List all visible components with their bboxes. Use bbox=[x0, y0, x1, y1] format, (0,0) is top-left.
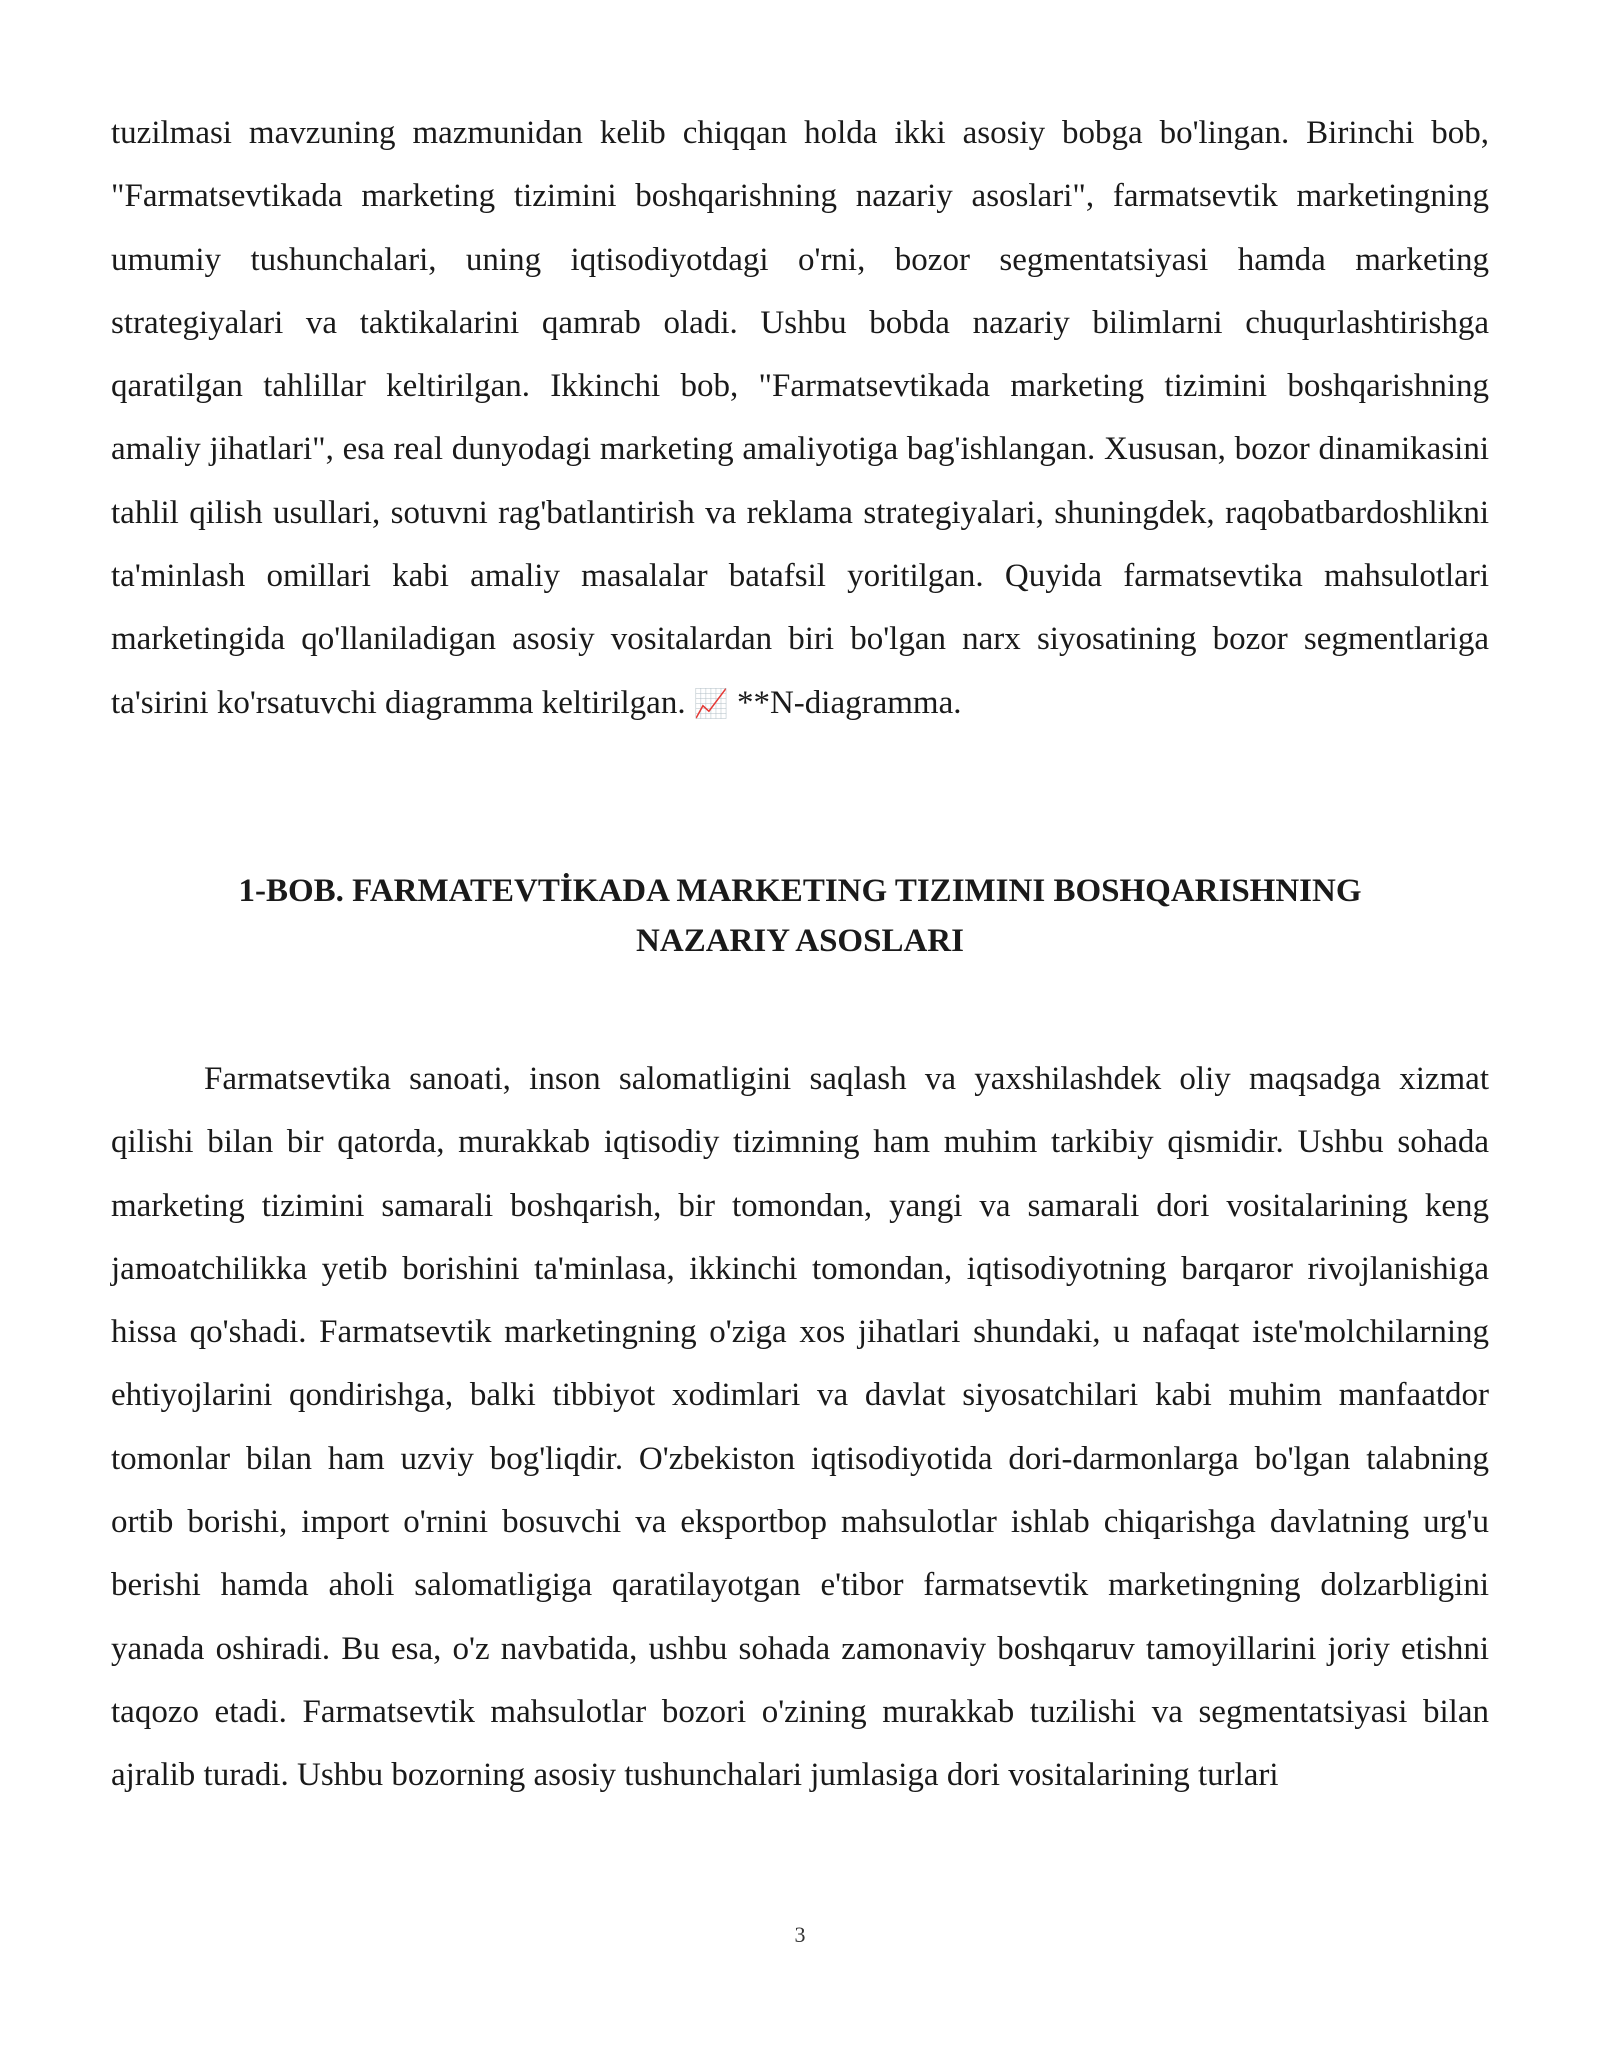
intro-paragraph bbox=[111, 102, 1489, 735]
intro-paragraph-text: tuzilmasi mavzuning mazmunidan kelib chiqqan holda ikki asosiy bobga bo'lingan. Birinchi bob, "Farmatsevtikada marketing tizimini boshqarishning nazariy asoslari", farmatsevtik marketingning umumiy tushunchalari, uning iqtisodiyotdagi o'rni, bozor segmentatsiyasi hamda marketing strategiyalari va taktikalarini qamrab oladi. Ushbu bobda nazariy bilimlarni chuqurlashtirishga qaratilgan tahlillar keltirilgan. Ikkinchi bob, "Farmatsevtikada marketing tizimini boshqarishning amaliy jihatlari", esa real dunyodagi marketing amaliyotiga bag'ishlangan. Xususan, bozor dinamikasini tahlil qilish usullari, sotuvni rag'batlantirish va reklama strategiyalari, shuningdek, raqobatbardoshlikni ta'minlash omillari kabi amaliy masalalar batafsil yoritilgan. Quyida farmatsevtika mahsulotlari marketingida qo'llaniladigan asosiy vositalardan biri bo'lgan narx siyosatining bozor segmentlariga ta'sirini ko'rsatuvchi diagramma keltirilgan. bbox=[111, 115, 1489, 721]
page-number: 3 bbox=[794, 1922, 806, 1947]
chapter-heading bbox=[111, 866, 1489, 966]
chapter-heading-line-1: 1-BOB. FARMATEVTİKADA MARKETING TIZIMINI BOSHQARISHNING bbox=[238, 873, 1362, 909]
chart-increasing-icon: 📈 bbox=[693, 686, 729, 720]
body-paragraph: Farmatsevtika sanoati, inson salomatligini saqlash va yaxshilashdek oliy maqsadga xizmat qilishi bilan bir qatorda, murakkab iqtisodiy tizimning ham muhim tarkibiy qismidir. Ushbu sohada marketing tizimini samarali boshqarish, bir tomondan, yangi va samarali dori vositalarining keng jamoatchilikka yetib borishini ta'minlasa, ikkinchi tomondan, iqtisodiyotning barqaror rivojlanishiga hissa qo'shadi. Farmatsevtik marketingning o'ziga xos jihatlari shundaki, u nafaqat iste'molchilarning ehtiyojlarini qondirishga, balki tibbiyot xodimlari va davlat siyosatchilari kabi muhim manfaatdor tomonlar bilan ham uzviy bog'liqdir. O'zbekiston iqtisodiyotida dori-darmonlarga bo'lgan talabning ortib borishi, import o'rnini bosuvchi va eksportbop mahsulotlar ishlab chiqarishga davlatning urg'u berishi hamda aholi salomatligiga qaratilayotgan e'tibor farmatsevtik marketingning dolzarbligini yanada oshiradi. Bu esa, o'z navbatida, ushbu sohada zamonaviy boshqaruv tamoyillarini joriy etishni taqozo etadi. Farmatsevtik mahsulotlar bozori o'zining murakkab tuzilishi va segmentatsiyasi bilan ajralib turadi. Ushbu bozorning asosiy tushunchalari jumlasiga dori vositalarining turlari bbox=[111, 1061, 1489, 1794]
chapter-heading-line-2: NAZARIY ASOSLARI bbox=[636, 923, 964, 959]
diagram-label: **N-diagramma. bbox=[736, 684, 962, 721]
